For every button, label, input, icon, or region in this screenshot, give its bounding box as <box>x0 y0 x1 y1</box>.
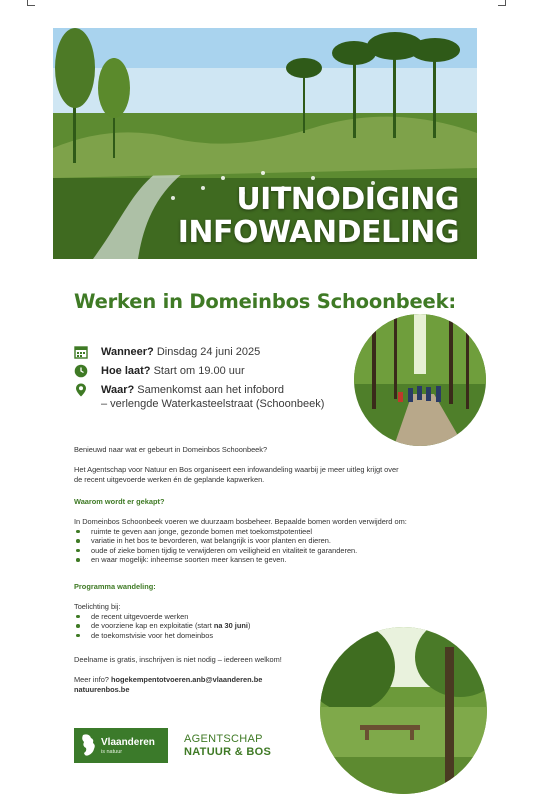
program-item2-bold: na 30 juni <box>213 621 248 631</box>
free-entry-text: Deelname is gratis, inschrijven is niet nodig – iedereen welkom! <box>74 655 282 664</box>
agency-line2: NATUUR & BOS <box>184 745 272 758</box>
when-label: Wanneer? <box>101 346 154 358</box>
hero-title-line2: INFOWANDELING <box>177 215 459 250</box>
program-item2-end: ) <box>247 621 251 631</box>
time-label: Hoe laat? <box>101 365 151 377</box>
vlaanderen-logo <box>74 728 168 763</box>
crop-mark-right <box>498 0 506 6</box>
list-item: de recent uitgevoerde werken <box>74 612 324 622</box>
website-link[interactable]: natuurenbos.be <box>74 684 130 694</box>
why-heading: Waarom wordt er gekapt? <box>74 497 165 506</box>
hero-title <box>178 183 459 249</box>
when-value: Dinsdag 24 juni 2025 <box>156 346 261 358</box>
more-info-label: Meer info? <box>74 675 109 684</box>
page-headline: Werken in Domeinbos Schoonbeek: <box>74 290 456 313</box>
time-value: Start om 19.00 uur <box>153 365 245 377</box>
program-heading: Programma wandeling: <box>74 582 156 591</box>
crop-mark-left <box>27 0 35 6</box>
location-pin-icon <box>74 383 88 397</box>
intro-line2: de recent uitgevoerde werken én de geplande kapwerken. <box>74 474 265 484</box>
agency-name <box>184 733 271 758</box>
where-value-line2: – verlengde Waterkasteelstraat (Schoonbeek) <box>101 398 325 410</box>
flemish-lion-icon <box>79 733 99 758</box>
where-label: Waar? <box>101 384 135 396</box>
list-item: de toekomstvisie voor het domeinbos <box>74 631 324 641</box>
program-lead: Toelichting bij: <box>74 602 121 611</box>
program-item2-text: de voorziene kap en exploitatie (start <box>91 621 214 631</box>
why-lead: In Domeinbos Schoonbeek voeren we duurzaam bosbeheer. Bepaalde bomen worden verwijderd om: <box>74 517 407 526</box>
list-item: en waar mogelijk: inheemse soorten meer kansen te geven. <box>74 555 324 565</box>
contact-email[interactable]: hogekempentotvoeren.anb@vlaanderen.be <box>110 675 263 684</box>
intro-paragraph <box>74 465 399 484</box>
agency-line1: AGENTSCHAP <box>184 733 263 745</box>
intro-line1: Het Agentschap voor Natuur en Bos organiseert een infowandeling waarbij je meer uitleg krijgt over <box>74 465 399 474</box>
why-section <box>74 497 324 507</box>
program-list-block <box>74 602 324 640</box>
intro-question: Benieuwd naar wat er gebeurt in Domeinbos Schoonbeek? <box>74 445 268 454</box>
why-list-block <box>74 517 407 565</box>
hero-title-line1: UITNODIGING <box>236 182 459 217</box>
list-item: oude of zieke bomen tijdig te verwijderen om veiligheid en vitaliteit te garanderen. <box>74 546 324 556</box>
contact-block <box>74 675 324 694</box>
time-row <box>74 364 354 378</box>
list-item: variatie in het bos te bevorderen, wat belangrijk is voor planten en dieren. <box>74 536 324 546</box>
program-list <box>74 612 324 641</box>
photo-forest-clearing <box>320 627 487 794</box>
photo-cyclists-forest <box>354 314 486 446</box>
logo-subtitle: is natuur <box>101 749 123 755</box>
why-list <box>74 526 358 565</box>
intro-text <box>74 445 324 455</box>
list-item <box>74 621 324 631</box>
calendar-icon <box>74 345 88 359</box>
where-row <box>74 383 354 413</box>
when-row <box>74 345 354 359</box>
clock-icon <box>74 364 88 378</box>
where-value: Samenkomst aan het infobord <box>137 384 285 396</box>
hero-photo <box>53 28 477 259</box>
participation-note <box>74 655 324 665</box>
program-section <box>74 582 324 592</box>
list-item: ruimte te geven aan jonge, gezonde bomen met toekomstpotentieel <box>74 527 324 537</box>
logo-name: Vlaanderen <box>101 737 155 748</box>
